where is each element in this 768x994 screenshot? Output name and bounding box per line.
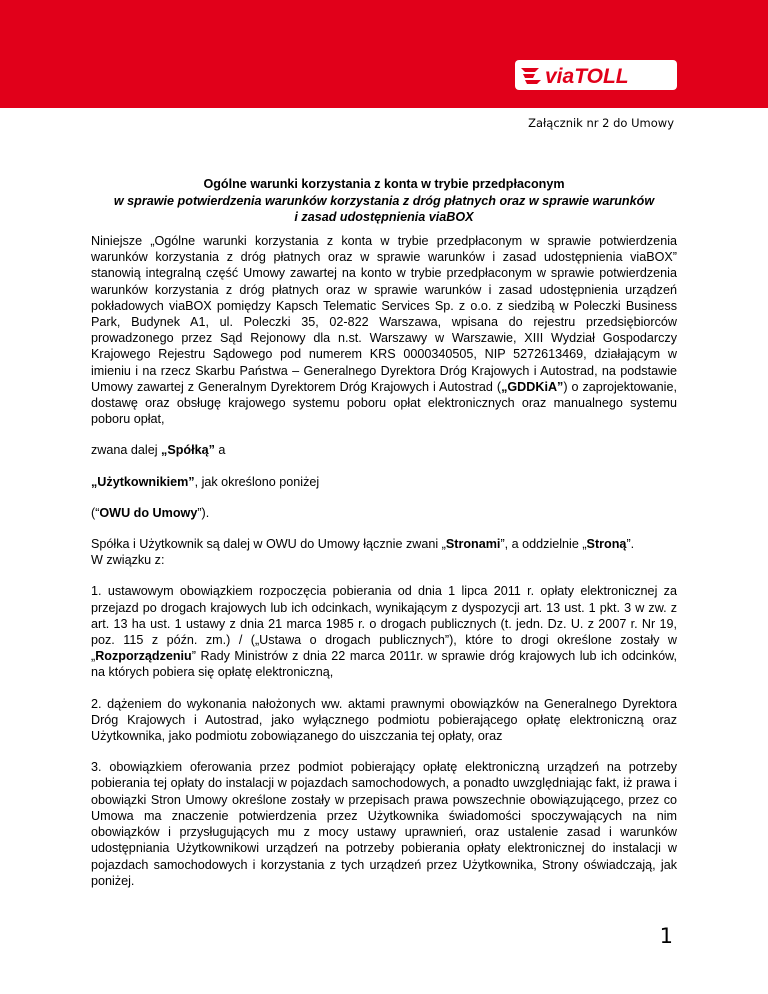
user-definition: „Użytkownikiem”, jak określono poniżej — [91, 474, 320, 489]
intro-tail: ) o zaprojektowanie, dostawę oraz obsługę krajowego systemu poboru opłat elektronicznych oraz manualnego systemu poboru opłat, — [91, 379, 677, 427]
point-3: 3. obowiązkiem oferowania przez podmiot pobierający opłatę elektroniczną urządzeń na potrzeby pobierania tej opłaty do instalacji w pojazdach samochodowych, a ponadto uwzględniając fakt, iż prawa i obowiązki Stron Umowy określone zostały w przepisach prawa powszechnie obowiązującego, przez co Umowa ma znaczenie potwierdzenia przez Użytkownika świadomości spoczywających na nim obowiązków i przysługujących mu z mocy ustawy uprawnień, oraz ustalenie zasad i warunków udostępniania Użytkownikowi urządzeń na potrzeby pobierania opłaty elektronicznej do instalacji w pojazdach samochodowych i korzystania z tych urządzeń przez Użytkownika, Strony oświadczają, jak poniżej. — [91, 760, 677, 888]
parties-paragraph: Spółka i Użytkownik są dalej w OWU do Umowy łącznie zwani „Stronami”, a oddzielnie „Stroną”. W związku z: — [91, 537, 635, 568]
company-definition: zwana dalej „Spółką” a — [91, 443, 226, 458]
logo-text: viaTOLL — [545, 65, 629, 88]
header-band — [0, 0, 768, 108]
viatoll-logo-icon — [515, 60, 677, 90]
point-2: 2. dążeniem do wykonania nałożonych ww. aktami prawnymi obowiązków na Generalnego Dyrektora Dróg Krajowych i Autostrad, jako wyłącznego podmiotu pobierającego opłatę elektroniczną oraz Użytkownika, jako podmiotu zobowiązanego do uiszczania tej opłaty, oraz — [91, 696, 677, 744]
owu-definition: (“OWU do Umowy”). — [91, 505, 210, 520]
point-1: 1. ustawowym obowiązkiem rozpoczęcia pobierania od dnia 1 lipca 2011 r. opłaty elektronicznej za przejazd po drogach krajowych lub ich odcinkach, wynikającym z dyspozycji art. 13 ust. 1 pkt. 3 w zw. z art. 13 ha ust. 1 ustawy z dnia 21 marca 1985 r. o drogach publicznych (t. jedn. Dz. U. z 2007 r. Nr 19, poz. 115 z późn. zm.) / („Ustawa o drogach publicznych”), które to drogi określone zostały w „Rozporządzeniu” Rady Ministrów z dnia 22 marca 2011r. w sprawie dróg krajowych lub ich odcinków, na których pobiera się opłatę elektroniczną, — [91, 584, 677, 680]
intro-text: Niniejsze „Ogólne warunki korzystania z konta w trybie przedpłaconym w sprawie potwierdzenia warunków korzystania z dróg płatnych oraz w sprawie warunków i zasad udostępnienia viaBOX” stanowią integralną część Umowy zawartej na konto w trybie przedpłaconym w sprawie potwierdzenia warunków korzystania z dróg płatnych oraz w sprawie warunków i zasad udostępnienia urządzeń pokładowych viaBOX pomiędzy Kapsch Telematic Services Sp. z o.o. z siedzibą w Poleczki Business Park, Budynek A1, ul. Poleczki 35, 02-822 Warszawa, wpisana do rejestru przedsiębiorców prowadzonego przez Sąd Rejonowy dla n.st. Warszawy w Warszawie, XIII Wydział Gospodarczy Krajowego Rejestru Sądowego pod numerem KRS 0000340505, NIP 5272613469, działającym w imieniu i na rzecz Skarbu Państwa – Generalnego Dyrektora Dróg Krajowych i Autostrad, na podstawie Umowy zawartej z Generalnym Dyrektorem Dróg Krajowych i Autostrad ( — [91, 234, 677, 394]
intro-paragraph — [91, 233, 677, 427]
gddkia-abbrev: „GDDKiA” — [501, 379, 564, 394]
page-number: 1 — [659, 924, 673, 948]
whereas-line: W związku z: — [91, 553, 165, 568]
title-line-2: w sprawie potwierdzenia warunków korzystania z dróg płatnych oraz w sprawie warunków — [113, 193, 655, 208]
attachment-label: Załącznik nr 2 do Umowy — [528, 116, 674, 130]
title-line-3: i zasad udostępnienia viaBOX — [294, 210, 474, 224]
viatoll-logo — [515, 60, 677, 90]
document-body — [91, 233, 677, 904]
title-line-1: Ogólne warunki korzystania z konta w trybie przedpłaconym — [203, 177, 565, 191]
document-title — [91, 176, 677, 226]
